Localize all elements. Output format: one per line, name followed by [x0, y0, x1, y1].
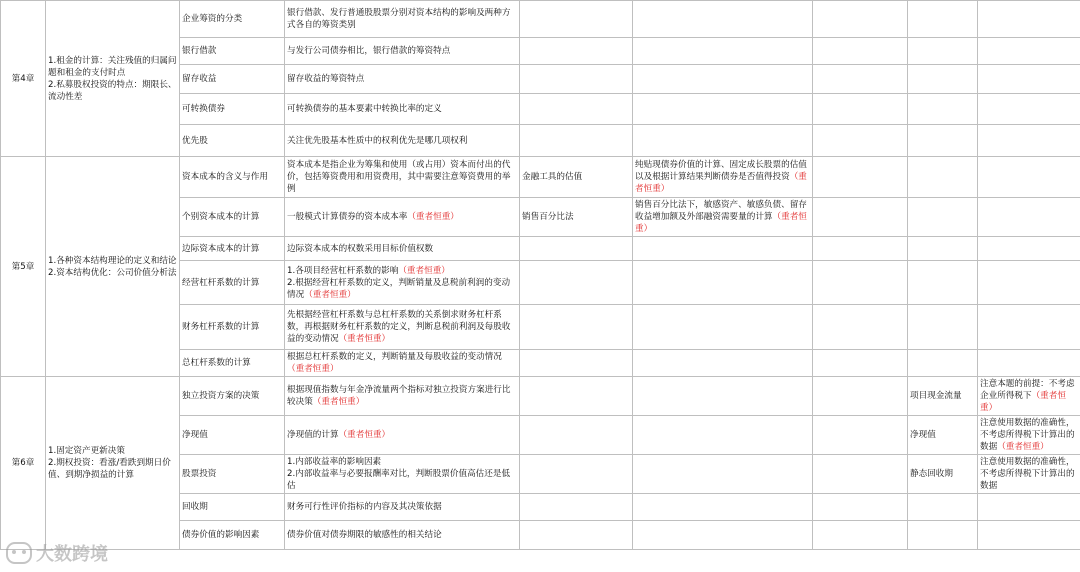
text-fragment: 留存收益的筹资特点: [287, 74, 365, 84]
detail-cell: [285, 377, 520, 416]
emphasis-tag: （重者恒重）: [980, 391, 1066, 413]
extra-detail-cell: [978, 157, 1080, 198]
extra-detail-cell: [978, 494, 1080, 521]
extra-detail-cell: [978, 416, 1080, 455]
topic-cell: 可转换债券: [180, 94, 285, 125]
empty-cell: [813, 38, 908, 65]
detail-cell: [285, 305, 520, 350]
extra-detail-cell: [978, 237, 1080, 261]
extra-topic-cell: [908, 261, 978, 305]
extra-topic-cell: 净现值: [908, 416, 978, 455]
topic-cell: 经营杠杆系数的计算: [180, 261, 285, 305]
emphasis-tag: （重者恒重）: [398, 265, 450, 276]
related-detail-cell: [633, 198, 813, 237]
detail-cell: [285, 494, 520, 521]
text-fragment: 财务可行性评价指标的内容及其决策依据: [287, 502, 442, 512]
related-detail-cell: [633, 377, 813, 416]
text-fragment: 注意使用数据的准确性，不考虑所得税下计算出的数据: [980, 457, 1075, 491]
topic-cell: 优先股: [180, 125, 285, 157]
extra-detail-cell: [978, 305, 1080, 350]
summary-line: 1.各种资本结构理论的定义和结论: [48, 255, 177, 266]
empty-cell: [813, 157, 908, 198]
detail-cell: [285, 94, 520, 125]
extra-topic-cell: [908, 38, 978, 65]
emphasis-tag: （重者恒重）: [635, 172, 807, 194]
summary-line: 2.私募股权投资的特点：期限长、流动性差: [48, 79, 177, 102]
extra-topic-cell: [908, 350, 978, 377]
detail-cell: [285, 198, 520, 237]
detail-cell: [285, 455, 520, 494]
extra-topic-cell: [908, 305, 978, 350]
emphasis-tag: （重者恒重）: [635, 212, 807, 234]
emphasis-tag: （重者恒重）: [312, 397, 365, 407]
empty-cell: [813, 494, 908, 521]
topic-cell: 独立投资方案的决策: [180, 377, 285, 416]
related-topic-cell: 金融工具的估值: [520, 157, 633, 198]
text-fragment: 根据总杠杆系数的定义，判断销量及每股收益的变动情况: [287, 352, 502, 362]
related-topic-cell: [520, 38, 633, 65]
related-detail-cell: [633, 237, 813, 261]
related-topic-cell: [520, 125, 633, 157]
text-fragment: 债券价值对债券期限的敏感性的相关结论: [287, 530, 442, 540]
empty-cell: [813, 377, 908, 416]
related-detail-cell: [633, 125, 813, 157]
table-row: [1, 1, 1080, 38]
detail-cell: [285, 416, 520, 455]
related-topic-cell: [520, 416, 633, 455]
related-topic-cell: [520, 237, 633, 261]
table-row: [1, 157, 1080, 198]
extra-topic-cell: [908, 521, 978, 550]
detail-cell: [285, 38, 520, 65]
emphasis-tag: （重者恒重）: [304, 289, 356, 300]
text-fragment: 净现值的计算: [287, 430, 339, 440]
text-fragment: 根据现值指数与年金净流量两个指标对独立投资方案进行比较决策: [287, 385, 511, 407]
detail-cell: [285, 65, 520, 94]
chapter-summary: [46, 1, 180, 157]
extra-detail-cell: [978, 377, 1080, 416]
related-topic-cell: 销售百分比法: [520, 198, 633, 237]
text-fragment: 资本成本是指企业为筹集和使用（或占用）资本而付出的代价，包括筹资费用和用资费用，其中需要注意筹资费用的举例: [287, 160, 511, 194]
related-topic-cell: [520, 350, 633, 377]
emphasis-tag: （重者恒重）: [338, 334, 391, 344]
related-topic-cell: [520, 1, 633, 38]
text-fragment: 1.各项目经营杠杆系数的影响: [287, 265, 399, 276]
extra-detail-cell: [978, 65, 1080, 94]
empty-cell: [813, 94, 908, 125]
extra-topic-cell: [908, 125, 978, 157]
summary-line: 1.固定资产更新决策: [48, 446, 125, 456]
related-topic-cell: [520, 521, 633, 550]
related-detail-cell: [633, 94, 813, 125]
related-detail-cell: [633, 65, 813, 94]
related-detail-cell: [633, 157, 813, 198]
chapter-summary: [46, 157, 180, 377]
topic-cell: 银行借款: [180, 38, 285, 65]
topic-cell: 债券价值的影响因素: [180, 521, 285, 550]
detail-cell: [285, 350, 520, 377]
empty-cell: [813, 237, 908, 261]
related-topic-cell: [520, 261, 633, 305]
related-detail-cell: [633, 416, 813, 455]
extra-topic-cell: [908, 237, 978, 261]
related-topic-cell: [520, 455, 633, 494]
extra-topic-cell: [908, 1, 978, 38]
extra-detail-cell: [978, 261, 1080, 305]
emphasis-tag: （重者恒重）: [997, 442, 1049, 452]
summary-line: 2.资本结构优化：公司价值分析法: [48, 267, 177, 278]
empty-cell: [813, 198, 908, 237]
extra-detail-cell: [978, 1, 1080, 38]
emphasis-tag: （重者恒重）: [407, 212, 459, 222]
topic-cell: 资本成本的含义与作用: [180, 157, 285, 198]
text-fragment: 销售百分比法下，敏感资产、敏感负债、留存收益增加额及外部融资需要量的计算: [635, 200, 807, 222]
topic-cell: 股票投资: [180, 455, 285, 494]
text-fragment: 1.内部收益率的影响因素: [287, 457, 382, 467]
related-detail-cell: [633, 1, 813, 38]
topic-cell: 企业筹资的分类: [180, 1, 285, 38]
text-fragment: 2.内部收益率与必要报酬率对比，判断股票价值高估还是低估: [287, 469, 511, 491]
related-topic-cell: [520, 94, 633, 125]
extra-topic-cell: [908, 198, 978, 237]
detail-cell: [285, 157, 520, 198]
extra-detail-cell: [978, 350, 1080, 377]
text-fragment: 注意使用数据的准确性，不考虑所得税下计算出的数据: [980, 418, 1075, 452]
related-topic-cell: [520, 65, 633, 94]
detail-cell: [285, 1, 520, 38]
extra-topic-cell: [908, 94, 978, 125]
extra-topic-cell: [908, 494, 978, 521]
extra-detail-cell: [978, 125, 1080, 157]
text-fragment: 2.根据经营杠杆系数的定义，判断销量及息税前利润的变动情况: [287, 277, 511, 300]
table-row: [1, 377, 1080, 416]
empty-cell: [813, 1, 908, 38]
empty-cell: [813, 521, 908, 550]
extra-detail-cell: [978, 198, 1080, 237]
empty-cell: [813, 65, 908, 94]
empty-cell: [813, 305, 908, 350]
empty-cell: [813, 125, 908, 157]
empty-cell: [813, 416, 908, 455]
text-fragment: 纯贴现债券价值的计算、固定成长股票的估值以及根据计算结果判断债券是否值得投资: [635, 160, 807, 182]
related-detail-cell: [633, 455, 813, 494]
detail-cell: [285, 521, 520, 550]
text-fragment: 边际资本成本的权数采用目标价值权数: [287, 243, 434, 254]
text-fragment: 关注优先股基本性质中的权利优先是哪几项权利: [287, 135, 468, 146]
related-detail-cell: [633, 305, 813, 350]
chapter-label: 第6章: [1, 377, 46, 550]
topic-cell: 留存收益: [180, 65, 285, 94]
extra-topic-cell: 静态回收期: [908, 455, 978, 494]
emphasis-tag: （重者恒重）: [338, 430, 391, 440]
text-fragment: 可转换债券的基本要素中转换比率的定义: [287, 104, 442, 114]
detail-cell: [285, 125, 520, 157]
topic-cell: 总杠杆系数的计算: [180, 350, 285, 377]
related-detail-cell: [633, 261, 813, 305]
related-topic-cell: [520, 377, 633, 416]
text-fragment: 一般模式计算债券的资本成本率: [287, 212, 408, 222]
text-fragment: 与发行公司债券相比，银行借款的筹资特点: [287, 46, 451, 56]
emphasis-tag: （重者恒重）: [287, 364, 339, 374]
chapter-label: 第4章: [1, 1, 46, 157]
related-topic-cell: [520, 494, 633, 521]
empty-cell: [813, 455, 908, 494]
extra-topic-cell: [908, 157, 978, 198]
extra-detail-cell: [978, 94, 1080, 125]
related-detail-cell: [633, 521, 813, 550]
topic-cell: 回收期: [180, 494, 285, 521]
text-fragment: 注意本题的前提：不考虑企业所得税下: [980, 379, 1075, 401]
summary-line: 2.期权投资：看涨/看跌到期日价值、到期净损益的计算: [48, 458, 171, 480]
extra-topic-cell: 项目现金流量: [908, 377, 978, 416]
topic-cell: 边际资本成本的计算: [180, 237, 285, 261]
text-fragment: 先根据经营杠杆系数与总杠杆系数的关系倒求财务杠杆系数，再根据财务杠杆系数的定义，判断息税前利润及每股收益的变动情况: [287, 310, 511, 344]
summary-line: 1.租金的计算：关注残值的归属问题和租金的支付时点: [48, 55, 177, 78]
chapter-label: 第5章: [1, 157, 46, 377]
empty-cell: [813, 350, 908, 377]
detail-cell: [285, 237, 520, 261]
topic-cell: 财务杠杆系数的计算: [180, 305, 285, 350]
detail-cell: [285, 261, 520, 305]
empty-cell: [813, 261, 908, 305]
extra-topic-cell: [908, 65, 978, 94]
chapter-summary: [46, 377, 180, 550]
related-detail-cell: [633, 494, 813, 521]
related-detail-cell: [633, 38, 813, 65]
extra-detail-cell: [978, 38, 1080, 65]
extra-detail-cell: [978, 455, 1080, 494]
topic-cell: 个别资本成本的计算: [180, 198, 285, 237]
text-fragment: 银行借款、发行普通股股票分别对资本结构的影响及两种方式各自的筹资类别: [287, 8, 511, 30]
related-topic-cell: [520, 305, 633, 350]
related-detail-cell: [633, 350, 813, 377]
extra-detail-cell: [978, 521, 1080, 550]
watermark-text: 大数跨境: [36, 544, 108, 565]
topic-cell: 净现值: [180, 416, 285, 455]
